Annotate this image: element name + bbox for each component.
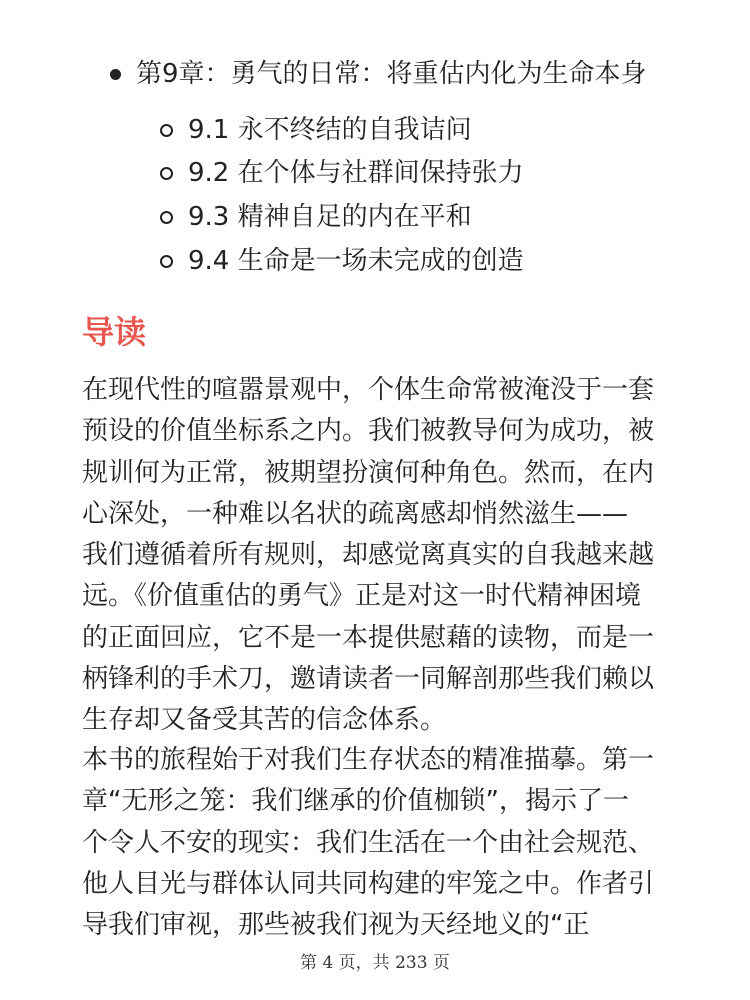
filled-disc-bullet-icon — [110, 69, 121, 80]
paragraph-journey — [82, 740, 672, 946]
hollow-circle-bullet-icon — [160, 167, 173, 180]
paragraph-line: 生存却又备受其苦的信念体系。 — [82, 705, 447, 736]
paragraph-line: 规训何为正常，被期望扮演何种角色。然而，在内 — [82, 457, 655, 488]
paragraph-line: 在现代性的喧嚣景观中，个体生命常被淹没于一套 — [82, 375, 655, 405]
paragraph-line: 的正面回应，它不是一本提供慰藉的读物，而是一 — [82, 622, 655, 653]
toc-section-title: 9.2 在个体与社群间保持张力 — [188, 158, 524, 188]
section-heading-guide: 导读 — [82, 313, 147, 351]
hollow-circle-bullet-icon — [160, 124, 173, 137]
toc-section-title: 9.4 生命是一场未完成的创造 — [188, 246, 524, 276]
hollow-circle-bullet-icon — [160, 255, 173, 268]
paragraph-line: 柄锋利的手术刀，邀请读者一同解剖那些我们赖以 — [82, 664, 655, 695]
paragraph-line: 导我们审视，那些被我们视为天经地义的“正 — [82, 910, 590, 941]
paragraph-line: 他人目光与群体认同共同构建的牢笼之中。作者引 — [82, 868, 655, 899]
paragraph-intro — [82, 370, 672, 742]
paragraph-line: 心深处，一种难以名状的疏离感却悄然滋生—— — [82, 498, 629, 529]
paragraph-line: 预设的价值坐标系之内。我们被教导何为成功，被 — [82, 416, 655, 447]
toc-section-title: 9.1 永不终结的自我诘问 — [188, 115, 472, 145]
paragraph-line: 我们遵循着所有规则，却感觉离真实的自我越来越 — [82, 540, 655, 571]
paragraph-line: 远。《价值重估的勇气》正是对这一时代精神困境 — [82, 581, 642, 612]
hollow-circle-bullet-icon — [160, 211, 173, 224]
page-number-footer: 第 4 页，共 233 页 — [300, 953, 450, 973]
paragraph-line: 本书的旅程始于对我们生存状态的精准描摹。第一 — [82, 745, 655, 775]
paragraph-line: 章“无形之笼：我们继承的价值枷锁”，揭示了一 — [82, 786, 629, 817]
toc-chapter-title: 第9章：勇气的日常：将重估内化为生命本身 — [136, 59, 647, 89]
toc-section-title: 9.3 精神自足的内在平和 — [188, 202, 472, 232]
paragraph-line: 个令人不安的现实：我们生活在一个由社会规范、 — [82, 827, 655, 858]
